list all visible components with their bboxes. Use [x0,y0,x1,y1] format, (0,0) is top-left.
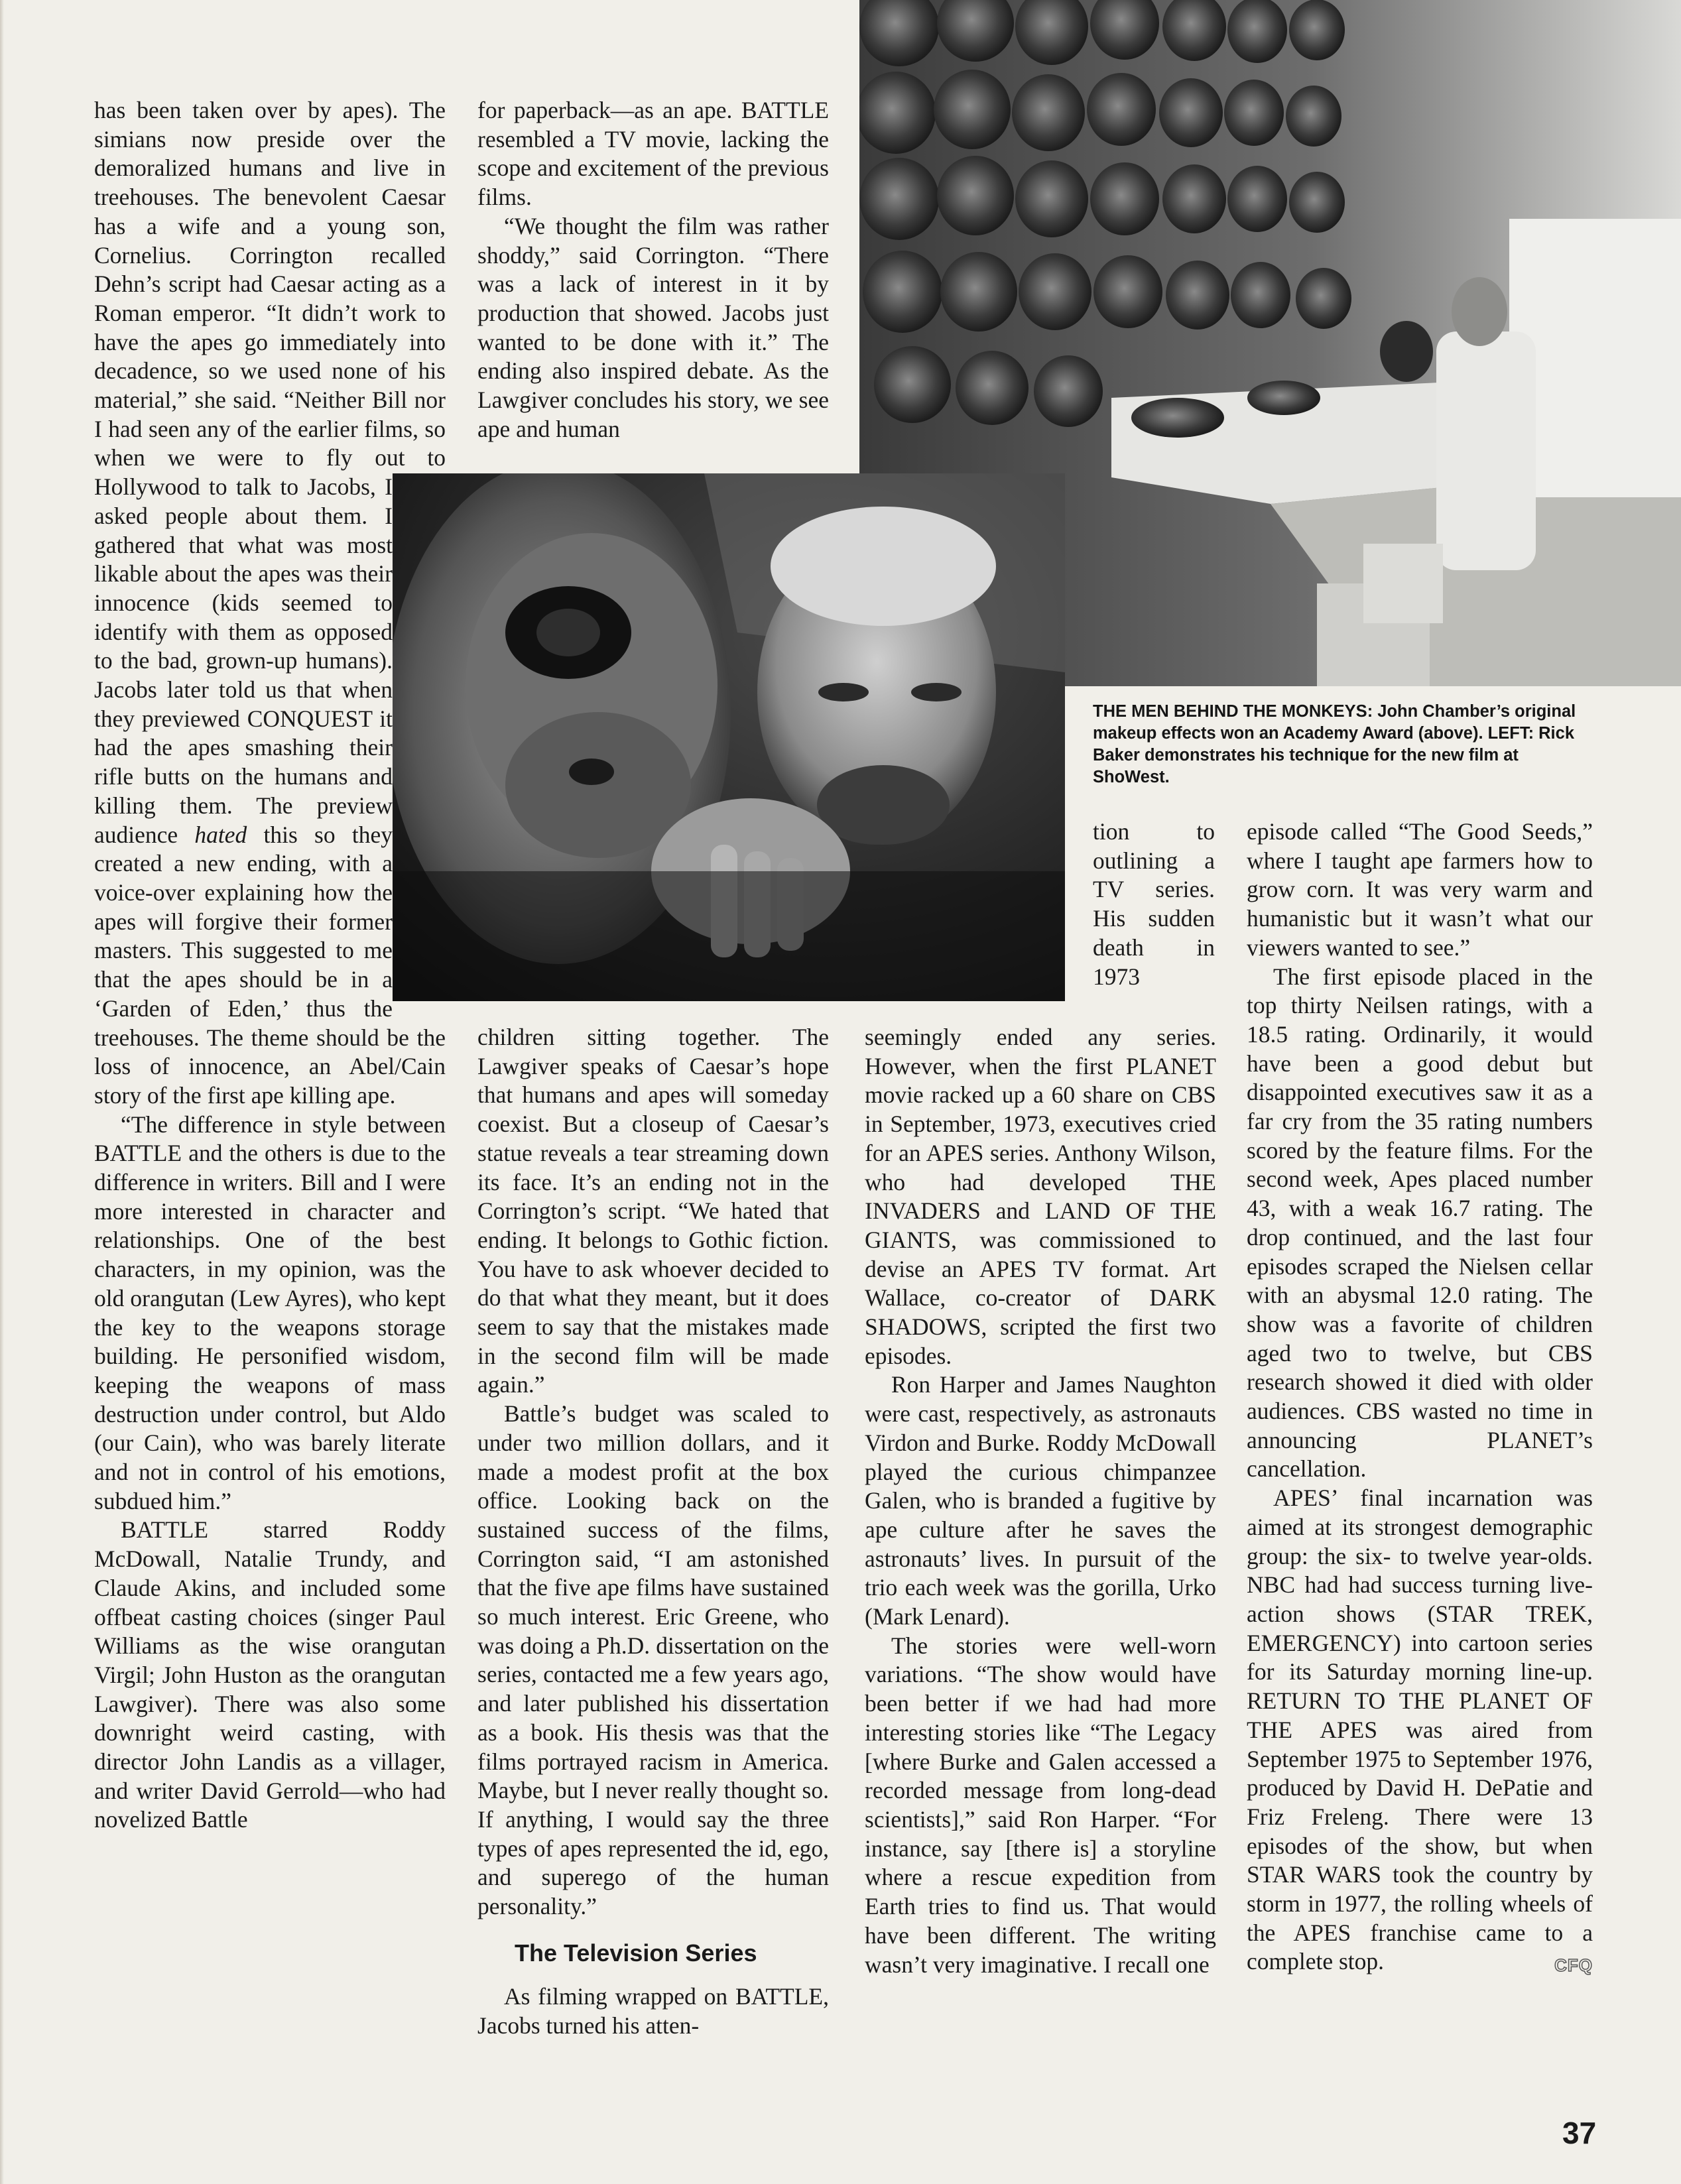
col4-paragraph-2: The first episode placed in the top thirty Neilsen ratings, with a 18.5 rating. Ordinarily, it would have been a good debut but disappointed executives saw it as a far cry from the 35 rating numbers scored by the feature films. For the second week, Apes placed number 43, with a weak 16.7 rating. The drop continued, and the last four episodes scraped the Nielsen cellar with an abysmal 12.0 rating. The show was a favorite of children aged two to twelve, but CBS research showed it died with older audiences. CBS wasted no time in announcing PLANET’s cancellation. [1247,963,1593,1483]
page-number: 37 [1562,2116,1597,2150]
col2-top-paragraph-2: “We thought the film was rather shoddy,” said Corrington. “There was a lack of interest in it by production that showed. Jacobs just wanted to be done with it.” The ending also inspired debate. As the Lawgiver concludes his story, we see ape and human [477,212,829,442]
column-3-narrow [1093,818,1215,991]
scan-edge [0,0,4,2184]
column-2-top [477,96,829,444]
col3-paragraph-3: The stories were well-worn variations. “The show would have been better if we had had more interesting stories like “The Legacy [where Burke and Galen accessed a recorded message from long-dead scientists],” said Ron Harper. “For instance, say [there is] a storyline where a rescue expedition from Earth tries to find us. That would have been different. The writing wasn’t very imaginative. I recall one [865,1632,1216,1978]
section-heading-television-series: The Television Series [515,1939,757,1967]
column-3 [865,1023,1216,1979]
column-1 [94,96,446,1835]
col3-paragraph-2: Ron Harper and James Naughton were cast, respectively, as astronauts Virdon and Burke. Roddy McDowall played the curious chimpanzee Galen, who is branded a fugitive by ape culture after he saves the astronauts’ lives. In pursuit of the trio each week was the gorilla, Urko (Mark Lenard). [865,1371,1216,1630]
col1-paragraph-2: “The difference in style between BATTLE and the others is due to the difference in writers. Bill and I were more interested in character and relationships. One of the best characters, in my opinion, was the old orangutan (Lew Ayres), who kept the key to the weapons storage building. He personified wisdom, keeping the weapons of mass destruction under control, but Aldo (our Cain), who was barely literate and not in control of his emotions, subdued him.” [94,1111,446,1514]
col3-narrow-paragraph: tion to outlining a TV series. His sudden death in 1973 [1093,818,1215,990]
cfq-signoff-logo: CFQ [1554,1955,1593,1976]
col4-p3-text: APES’ final incarnation was aimed at its strongest demographic group: the six- to twelve year-olds. NBC had had success turning live-action shows (STAR TREK, EMERGENCY) into cartoon series for its Saturday morning line-up. RETURN TO THE PLANET OF THE APES was aired from September 1975 to September 1976, produced by David H. DePatie and Friz Freleng. There were 13 episodes of the show, but when STAR WARS took the country by storm in 1977, the rolling wheels of the APES franchise came to a complete stop. [1247,1485,1593,1975]
col4-paragraph-1: episode called “The Good Seeds,” where I taught ape farmers how to grow corn. It was very warm and humanistic but it wasn’t what our viewers wanted to see.” [1247,818,1593,961]
photo-intrusion-spacer [393,473,446,1001]
col2-bottom-paragraph-3: As filming wrapped on BATTLE, Jacobs turned his atten- [477,1982,829,2039]
col2-bottom-paragraph-2: Battle’s budget was scaled to under two million dollars, and it made a modest profit at the box office. Looking back on the sustained success of the films, Corrington said, “I am astonished that the five ape films have sustained so much interest. Eric Greene, who was doing a Ph.D. dissertation on the series, contacted me a few years ago, and later published his dissertation as a book. His thesis was that the films portrayed racism in America. Maybe, but I never really thought so. If anything, I would say the three types of apes represented the id, ego, and superego of the human personality.” [477,1400,829,1920]
col1-p1-end: this so they created a new ending, with a voice-over explaining how the apes will forgive their former masters. This suggested to me that the apes should be in a ‘Garden of Eden,’ thus the treehouses. The theme should be the loss of innocence, an Abel/Cain story of the first ape killing ape. [94,821,446,1109]
col1-p1-italic: hated [194,821,247,848]
rick-baker-image [393,473,1065,1001]
col1-p1-text: has been taken over by apes). The simians now preside over the demoralized humans and live in treehouses. The benevolent Caesar has a wife and a young son, Cornelius. Corrington recalled Dehn’s script had Caesar acting as a Roman emperor. “It didn’t work to have the apes go immediately into decadence, so we used none of his material,” she said. “Neither Bill nor I had seen any of the earlier films, so when we were to fly out to Hollywood to talk to Jacobs, I asked people about them. I gathered that what was most likable about the apes was their innocence (kids seemed to identify with them as opposed to the bad, grown-up humans). Jacobs later told us that when they previewed CONQUEST it had the apes smashing their rifle butts on the humans and killing them. The preview audience [94,97,446,848]
col4-paragraph-3 [1247,1484,1593,1976]
photo-rick-baker-with-mask [393,473,1065,1001]
col2-top-paragraph-1: for paperback—as an ape. BATTLE resembled a TV movie, lacking the scope and excitement of the previous films. [477,97,829,211]
col3-paragraph-1: seemingly ended any series. However, when the first PLANET movie racked up a 60 share on CBS in September, 1973, executives cried for an APES series. Anthony Wilson, who had developed THE INVADERS and LAND OF THE GIANTS, was commissioned to devise an APES TV format. Art Wallace, co-creator of DARK SHADOWS, scripted the first two episodes. [865,1024,1216,1369]
col1-paragraph-3: BATTLE starred Roddy McDowall, Natalie Trundy, and Claude Akins, and included some offbeat casting choices (singer Paul Williams as the wise orangutan Virgil; John Huston as the orangutan Lawgiver). There was also some downright weird casting, with director John Landis as a villager, and writer David Gerrold—who had novelized Battle [94,1516,446,1833]
column-2-bottom [477,1023,829,2040]
column-4 [1247,818,1593,1980]
col2-bottom-paragraph-1: children sitting together. The Lawgiver speaks of Caesar’s hope that humans and apes will someday coexist. But a closeup of Caesar’s statue reveals a tear streaming down its face. It’s an ending not in the Corrington’s script. “We hated that ending. It belongs to Gothic fiction. You have to ask whoever decided to do that what they meant, but it does seem to say that the mistakes made in the second film will be made again.” [477,1024,829,1398]
photo-caption: THE MEN BEHIND THE MONKEYS: John Chamber’s original makeup effects won an Academy Award (above). LEFT: Rick Baker demonstrates his technique for the new film at ShoWest. [1093,702,1576,786]
